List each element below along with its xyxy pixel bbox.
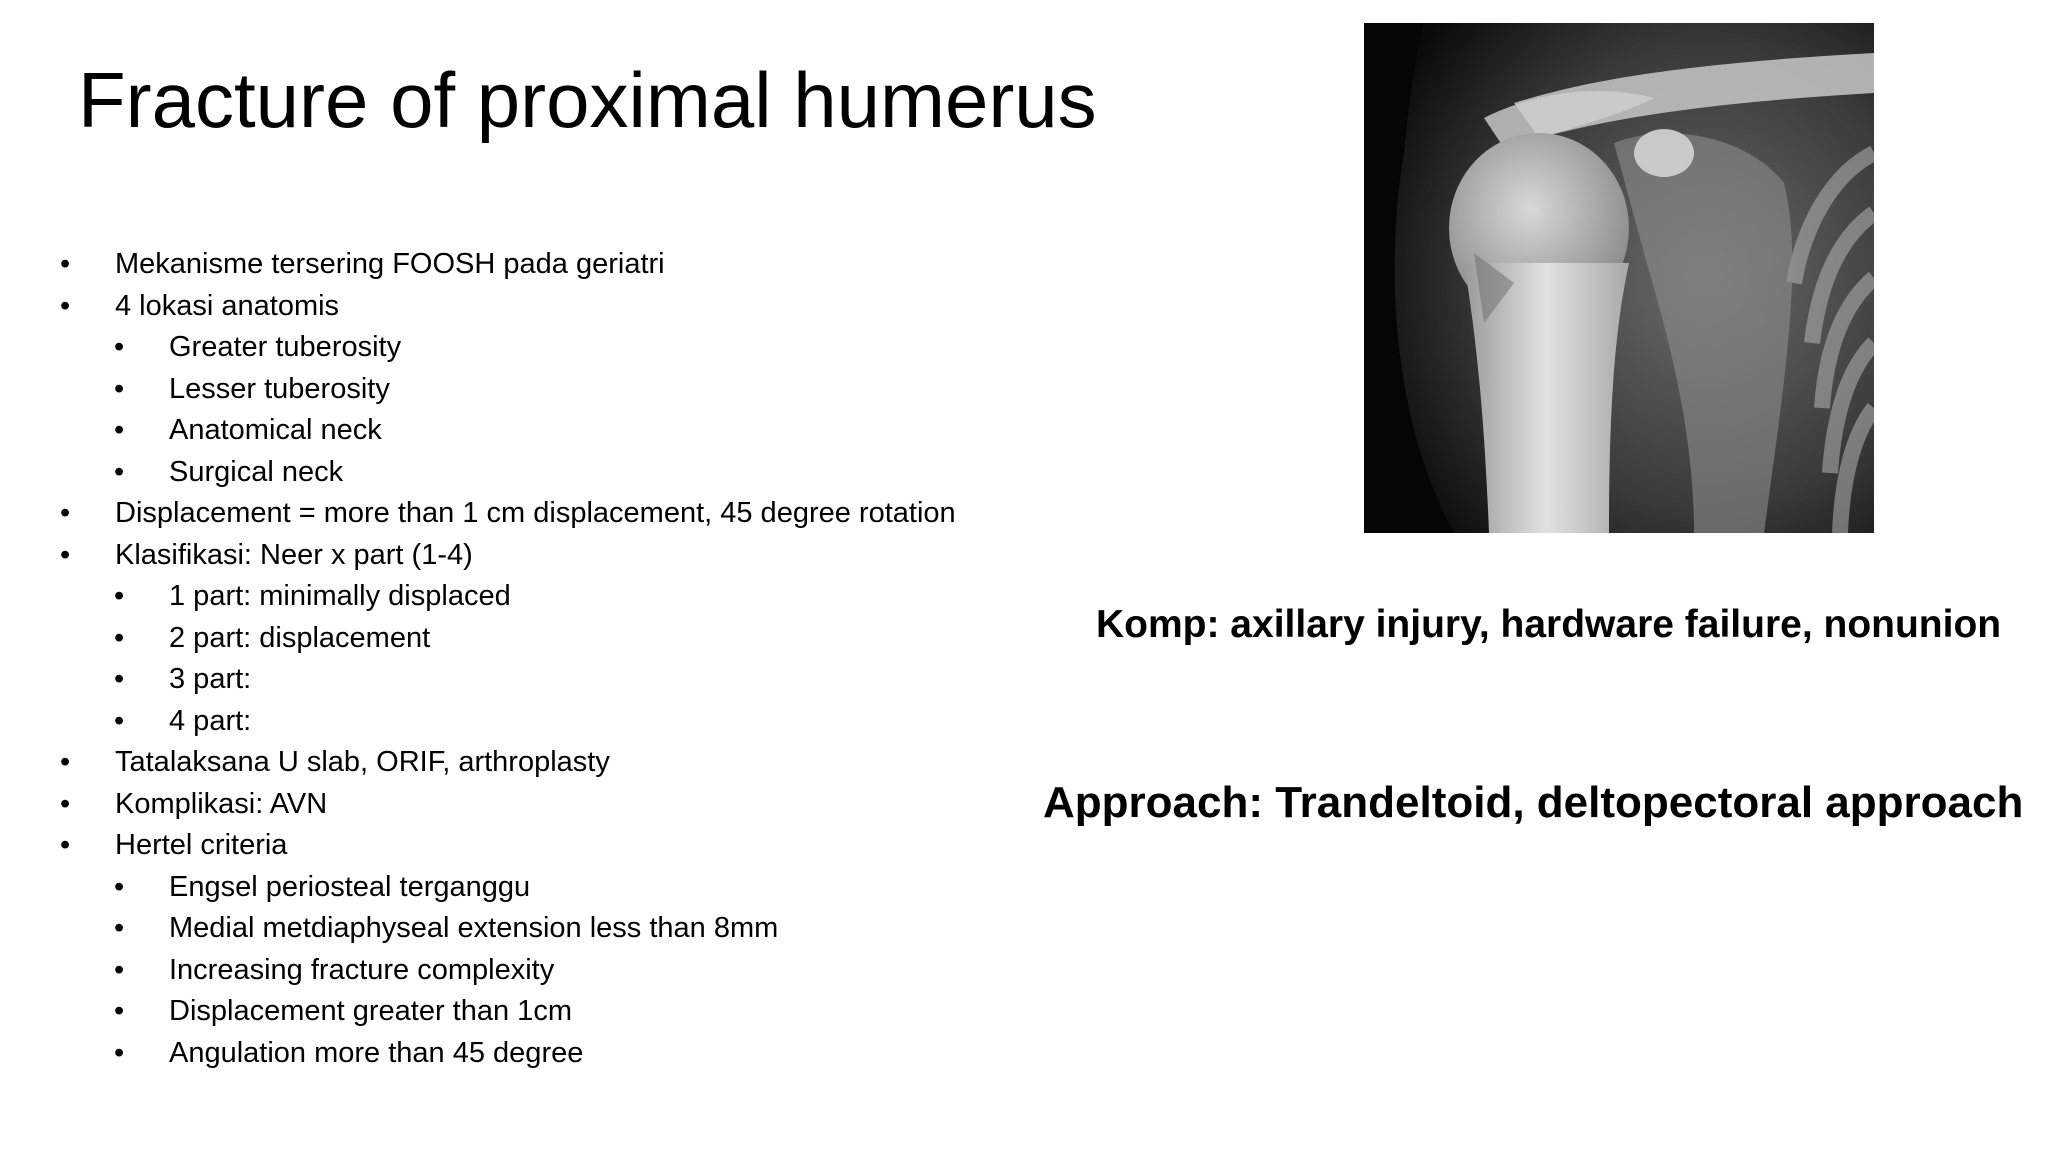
bullet-text: Greater tuberosity — [169, 331, 402, 363]
complications-text: Komp: axillary injury, hardware failure, nonunion — [1096, 603, 2002, 646]
bullet-item — [0, 744, 960, 780]
bullet-text: Angulation more than 45 degree — [169, 1036, 584, 1069]
bullet-text: 1 part: minimally displaced — [169, 580, 511, 612]
bullet-dot: • — [114, 953, 125, 986]
bullet-item — [0, 246, 960, 282]
bullet-item — [0, 952, 960, 988]
bullet-dot: • — [114, 331, 125, 363]
bullet-item — [0, 288, 960, 324]
bullet-text: Displacement = more than 1 cm displacement, 45 degree rotation — [115, 497, 956, 529]
bullet-list — [0, 246, 960, 1076]
bullet-item — [0, 1035, 960, 1071]
bullet-text: Hertel criteria — [115, 829, 288, 861]
bullet-text: 4 lokasi anatomis — [115, 289, 340, 322]
bullet-text: Increasing fracture complexity — [169, 953, 555, 986]
bullet-item — [0, 827, 960, 863]
bullet-text: Displacement greater than 1cm — [169, 995, 572, 1027]
bullet-dot: • — [114, 704, 125, 737]
bullet-dot: • — [114, 1036, 125, 1069]
bullet-dot: • — [60, 538, 71, 571]
bullet-dot: • — [60, 787, 71, 820]
bullet-dot: • — [114, 912, 125, 944]
bullet-item — [0, 329, 960, 365]
bullet-item — [0, 537, 960, 573]
bullet-item — [0, 661, 960, 697]
approach-text: Approach: Trandeltoid, deltopectoral approach — [1043, 778, 2024, 827]
bullet-text: Lesser tuberosity — [169, 372, 390, 405]
bullet-item — [0, 412, 960, 448]
slide-title: Fracture of proximal humerus — [78, 56, 1097, 144]
bullet-dot: • — [114, 372, 125, 405]
bullet-dot: • — [114, 414, 125, 446]
bullet-text: Tatalaksana U slab, ORIF, arthroplasty — [115, 746, 610, 778]
bullet-text: 4 part: — [169, 704, 252, 737]
bullet-text: Surgical neck — [169, 455, 344, 488]
bullet-text: 3 part: — [169, 663, 252, 695]
bullet-item — [0, 869, 960, 905]
bullet-item — [0, 454, 960, 490]
bullet-dot: • — [114, 870, 125, 903]
bullet-text: Medial metdiaphyseal extension less than 8mm — [169, 912, 779, 944]
bullet-text: Engsel periosteal terganggu — [169, 870, 531, 903]
shoulder-xray-image — [1364, 23, 1874, 533]
bullet-item — [0, 371, 960, 407]
bullet-dot: • — [60, 248, 71, 280]
bullet-dot: • — [60, 829, 71, 861]
bullet-dot: • — [114, 580, 125, 612]
bullet-dot: • — [114, 621, 125, 654]
bullet-dot: • — [60, 497, 71, 529]
bullet-text: Klasifikasi: Neer x part (1-4) — [115, 538, 473, 571]
bullet-dot: • — [114, 995, 125, 1027]
bullet-item — [0, 910, 960, 946]
bullet-dot: • — [60, 289, 71, 322]
bullet-text: Mekanisme tersering FOOSH pada geriatri — [115, 248, 665, 280]
bullet-dot: • — [60, 746, 71, 778]
bullet-item — [0, 495, 960, 531]
bullet-dot: • — [114, 663, 125, 695]
bullet-item — [0, 703, 960, 739]
bullet-text: Komplikasi: AVN — [115, 787, 328, 820]
bullet-item — [0, 786, 960, 822]
bullet-item — [0, 993, 960, 1029]
bullet-item — [0, 620, 960, 656]
bullet-text: Anatomical neck — [169, 414, 382, 446]
bullet-dot: • — [114, 455, 125, 488]
bullet-item — [0, 578, 960, 614]
bullet-text: 2 part: displacement — [169, 621, 431, 654]
